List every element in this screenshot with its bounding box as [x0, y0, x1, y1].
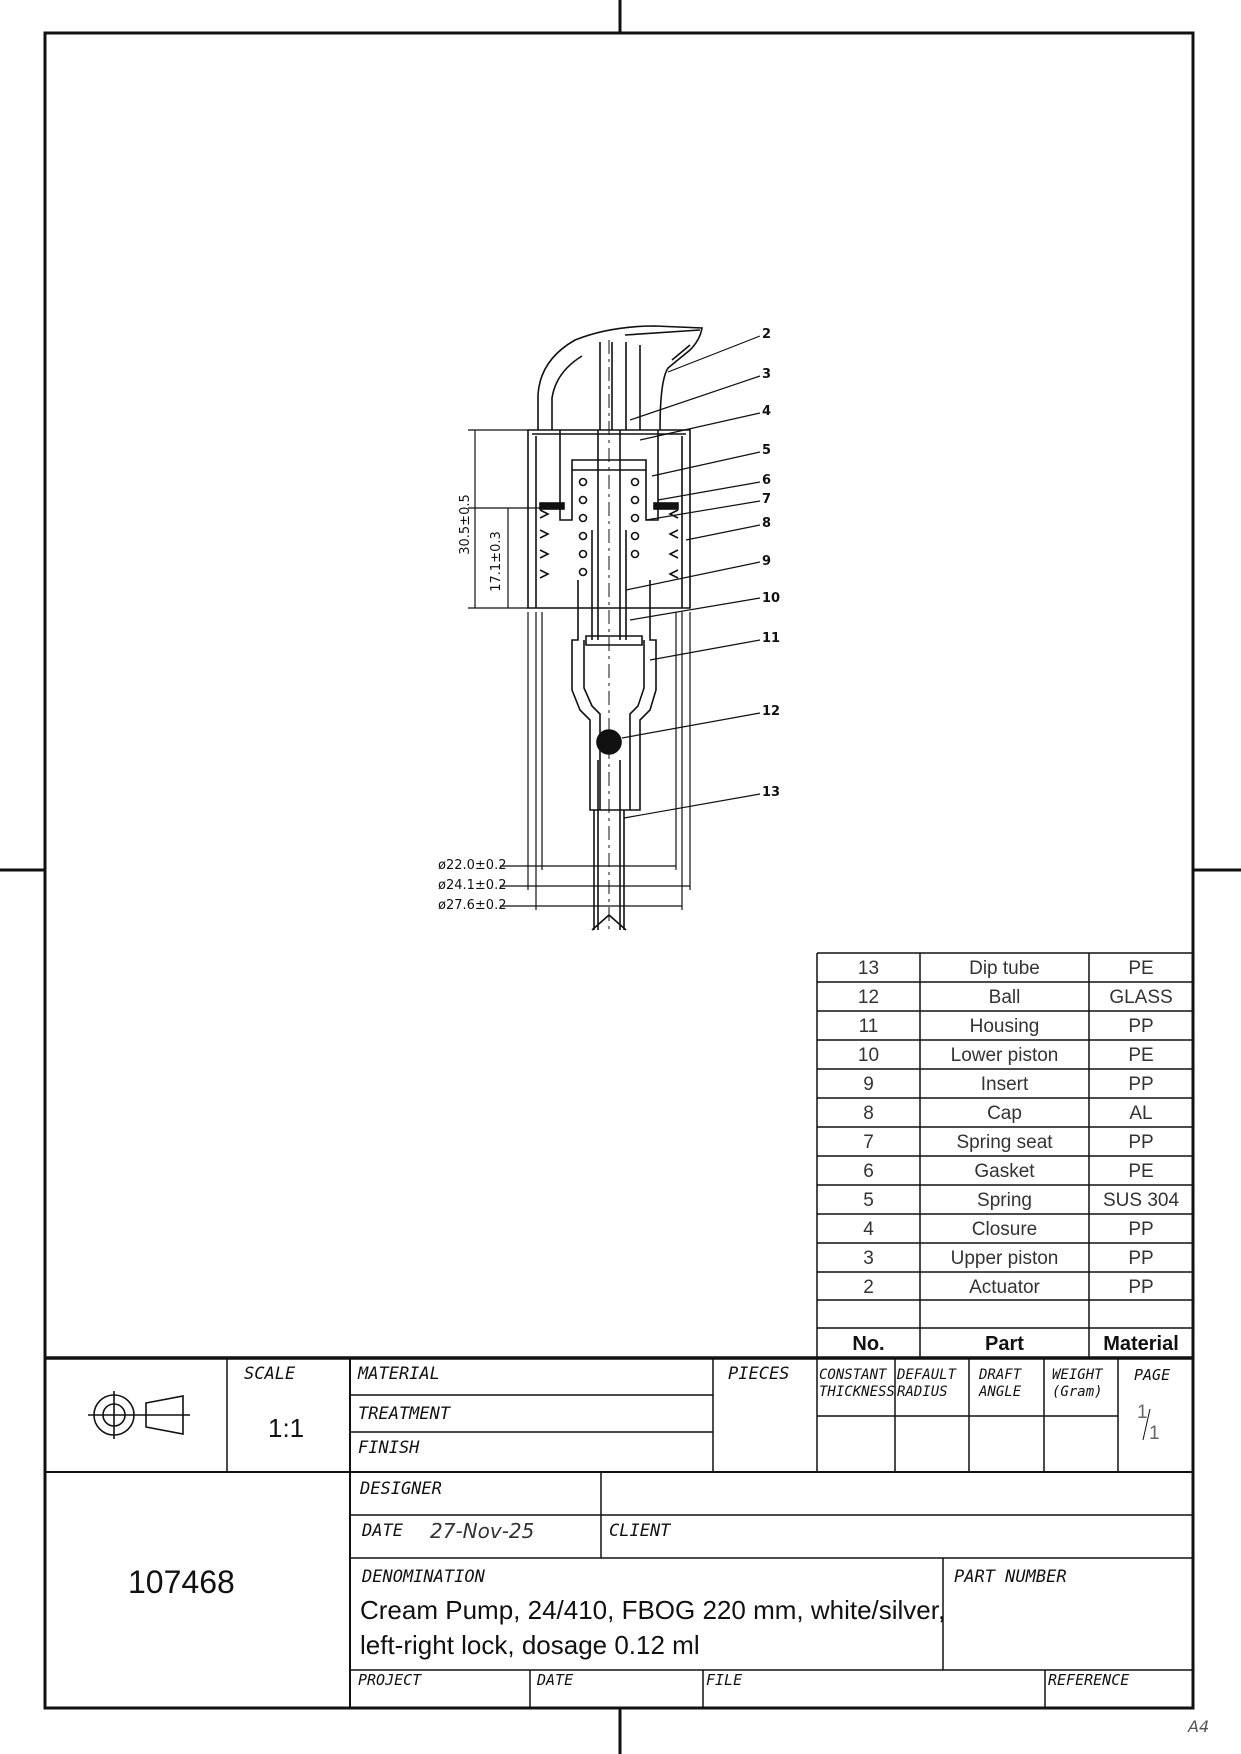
reference-label: REFERENCE — [1048, 1671, 1130, 1689]
row-no: 2 — [863, 1277, 874, 1298]
denomination-label: DENOMINATION — [362, 1567, 485, 1587]
file-label: FILE — [706, 1671, 743, 1689]
callout-12: 12 — [762, 704, 781, 719]
table-header-material: Material — [1103, 1333, 1179, 1355]
weight-label-2: (Gram) — [1052, 1384, 1103, 1400]
row-part: Cap — [987, 1103, 1022, 1124]
page-current: 1 — [1137, 1402, 1148, 1423]
project-label: PROJECT — [358, 1671, 422, 1689]
row-material: GLASS — [1109, 987, 1173, 1008]
projection-symbol-icon — [88, 1391, 190, 1439]
row-no: 8 — [863, 1103, 874, 1124]
row-material: PE — [1128, 1045, 1154, 1066]
dim-diameter-2: ø24.1±0.2 — [438, 878, 507, 893]
client-label: CLIENT — [609, 1521, 671, 1541]
row-part: Dip tube — [969, 958, 1040, 979]
table-header-no: No. — [852, 1333, 885, 1355]
callout-3: 3 — [762, 367, 772, 382]
dim-diameter-1: ø22.0±0.2 — [438, 858, 507, 873]
date-value: 27-Nov-25 — [430, 1519, 535, 1543]
row-material: PP — [1128, 1277, 1154, 1298]
row-part: Housing — [969, 1016, 1040, 1037]
denomination-line-2: left-right lock, dosage 0.12 ml — [360, 1630, 700, 1660]
row-material: SUS 304 — [1102, 1190, 1180, 1211]
page-total: 1 — [1149, 1423, 1160, 1444]
draft-angle-label-2: ANGLE — [979, 1384, 1022, 1400]
row-material: PP — [1128, 1132, 1154, 1153]
row-no: 13 — [857, 958, 880, 979]
table-header-part: Part — [985, 1333, 1024, 1355]
page-label: PAGE — [1134, 1366, 1171, 1384]
callout-6: 6 — [762, 473, 772, 488]
date-label: DATE — [362, 1521, 403, 1541]
callout-7: 7 — [762, 492, 772, 507]
row-no: 9 — [863, 1074, 874, 1095]
sheet-size: A4 — [1188, 1717, 1210, 1736]
row-no: 4 — [863, 1219, 874, 1240]
row-material: PP — [1128, 1074, 1154, 1095]
designer-label: DESIGNER — [360, 1479, 442, 1499]
dim-cap-height: 17.1±0.3 — [488, 531, 504, 592]
row-no: 12 — [857, 987, 880, 1008]
drawing-number: 107468 — [128, 1564, 235, 1600]
date2-label: DATE — [537, 1671, 574, 1689]
row-no: 11 — [858, 1016, 879, 1037]
row-part: Ball — [988, 987, 1021, 1008]
row-part: Actuator — [969, 1277, 1040, 1298]
row-material: PP — [1128, 1016, 1154, 1037]
treatment-label: TREATMENT — [358, 1404, 451, 1424]
callout-5: 5 — [762, 443, 772, 458]
row-no: 5 — [863, 1190, 874, 1211]
scale-value: 1:1 — [268, 1413, 305, 1443]
row-material: PP — [1128, 1248, 1154, 1269]
callout-11: 11 — [762, 631, 781, 646]
row-part: Insert — [980, 1074, 1029, 1095]
row-part: Spring seat — [956, 1132, 1053, 1153]
constant-thickness-label: CONSTANT — [819, 1367, 887, 1383]
denomination-line-1: Cream Pump, 24/410, FBOG 220 mm, white/silver, — [360, 1595, 946, 1625]
default-radius-label: DEFAULT — [897, 1367, 957, 1383]
callout-13: 13 — [762, 785, 781, 800]
default-radius-label-2: RADIUS — [897, 1384, 948, 1400]
row-part: Closure — [971, 1219, 1038, 1240]
pieces-label: PIECES — [728, 1364, 790, 1384]
finish-label: FINISH — [358, 1438, 420, 1458]
row-no: 10 — [857, 1045, 880, 1066]
row-no: 7 — [863, 1132, 874, 1153]
row-no: 3 — [863, 1248, 874, 1269]
callout-2: 2 — [762, 327, 772, 342]
row-material: PP — [1128, 1219, 1154, 1240]
material-label: MATERIAL — [358, 1364, 440, 1384]
row-material: PE — [1128, 958, 1154, 979]
constant-thickness-label-2: THICKNESS — [819, 1384, 895, 1400]
callout-10: 10 — [762, 591, 781, 606]
row-material: PE — [1128, 1161, 1154, 1182]
leader-lines — [622, 336, 760, 818]
draft-angle-label: DRAFT — [979, 1367, 1022, 1383]
row-part: Lower piston — [950, 1045, 1059, 1066]
row-part: Spring — [977, 1190, 1032, 1211]
weight-label: WEIGHT — [1052, 1367, 1103, 1383]
callout-9: 9 — [762, 554, 772, 569]
row-material: AL — [1129, 1103, 1153, 1124]
sheet-border — [45, 33, 1193, 1708]
callout-4: 4 — [762, 404, 772, 419]
callout-8: 8 — [762, 516, 772, 531]
row-no: 6 — [863, 1161, 874, 1182]
row-part: Upper piston — [950, 1248, 1059, 1269]
dim-diameter-3: ø27.6±0.2 — [438, 898, 507, 913]
scale-label: SCALE — [244, 1364, 296, 1384]
dim-total-height: 30.5±0.5 — [457, 494, 473, 555]
part-number-label: PART NUMBER — [954, 1567, 1067, 1587]
row-part: Gasket — [974, 1161, 1035, 1182]
